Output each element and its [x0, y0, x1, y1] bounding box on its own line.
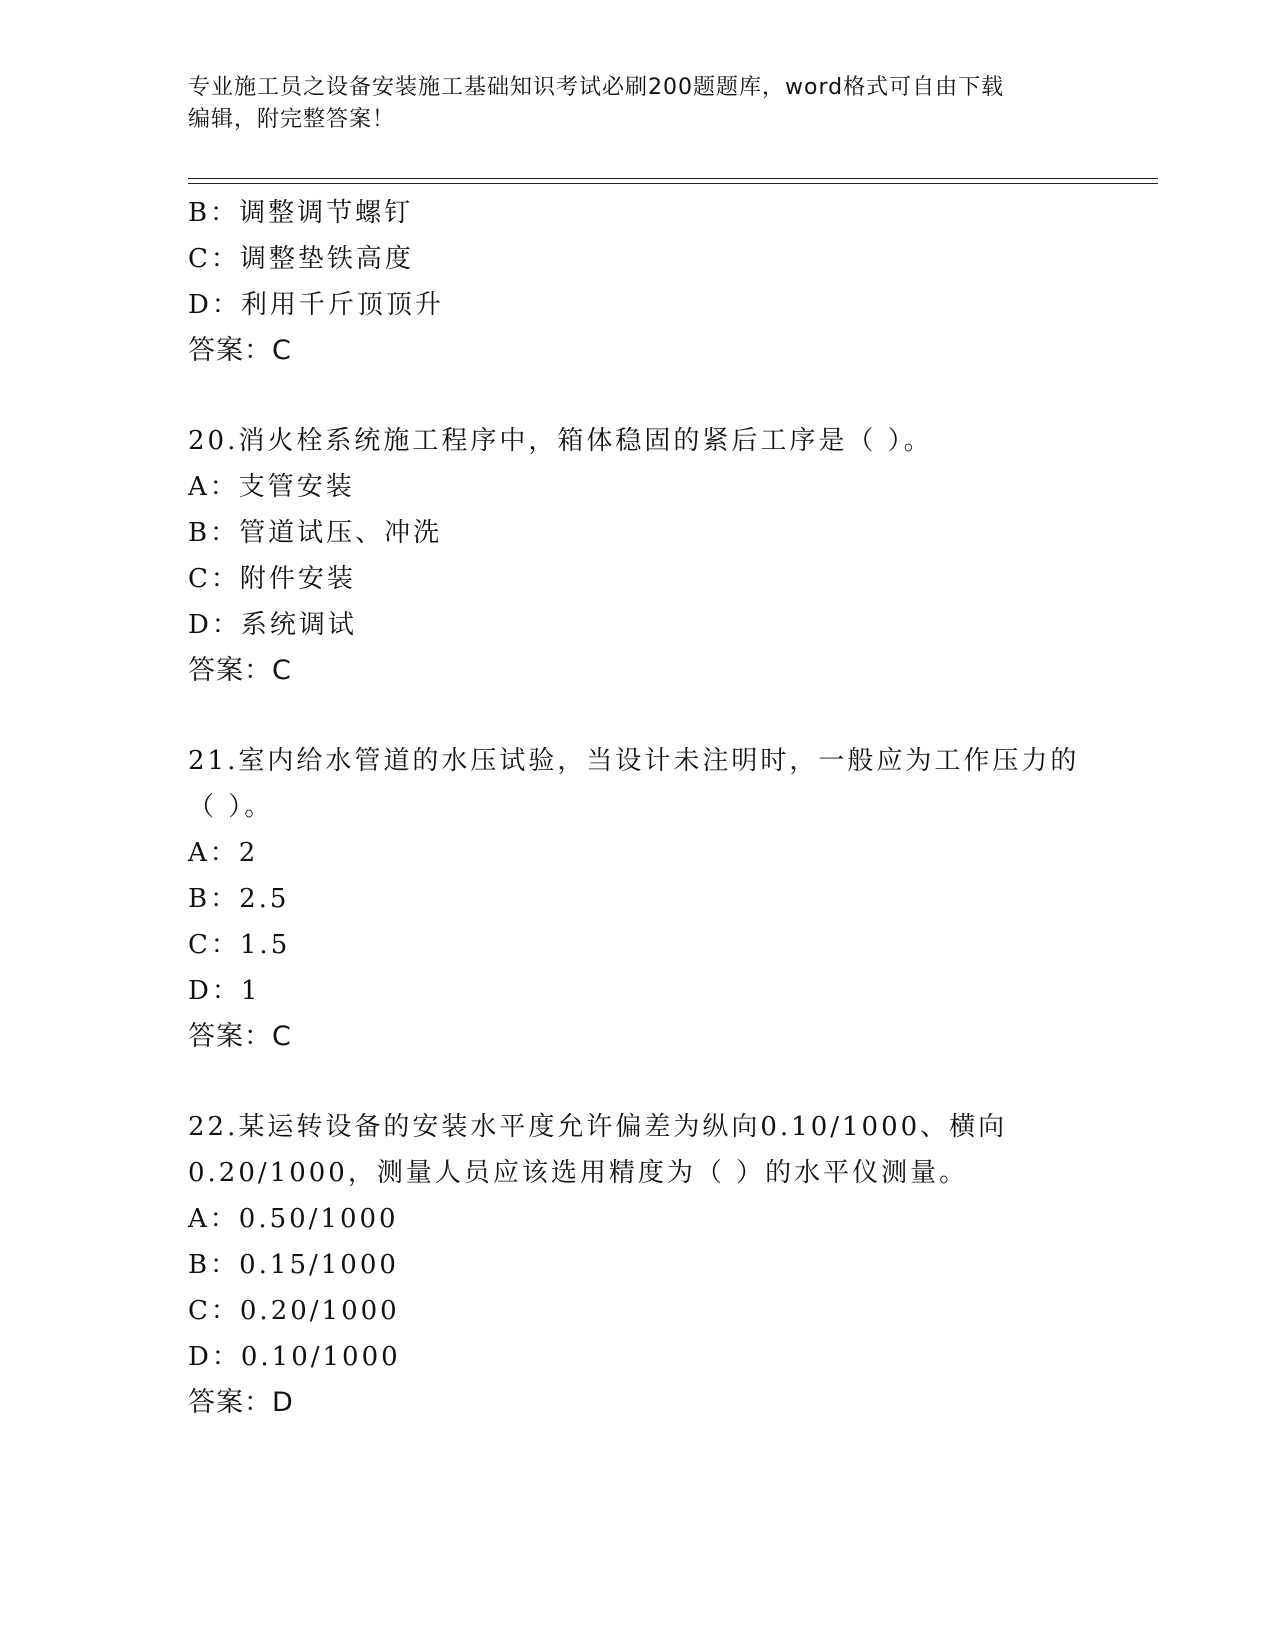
- question-text-line-2: 0.20/1000，测量人员应该选用精度为（ ）的水平仪测量。: [188, 1158, 969, 1188]
- header-title-line-2: 编辑，附完整答案！: [188, 107, 396, 132]
- question-21: [188, 738, 1088, 1060]
- document-header: [188, 72, 1088, 136]
- question-text: 20.消火栓系统施工程序中，箱体稳固的紧后工序是（ ）。: [188, 426, 933, 456]
- option-a: A：0.50/1000: [188, 1204, 399, 1234]
- option-d: D：1: [188, 976, 261, 1006]
- option-b: B：调整调节螺钉: [188, 198, 414, 228]
- question-22: [188, 1104, 1088, 1426]
- header-rule-top: [188, 178, 1158, 179]
- option-a: A：2: [188, 838, 259, 868]
- option-b: B：0.15/1000: [188, 1250, 399, 1280]
- option-d: D：0.10/1000: [188, 1342, 401, 1372]
- header-title-line-1: 专业施工员之设备安装施工基础知识考试必刷200题题库，word格式可自由下载: [188, 75, 1005, 100]
- option-c: C：0.20/1000: [188, 1296, 400, 1326]
- option-b: B：2.5: [188, 884, 290, 914]
- option-d: D：利用千斤顶顶升: [188, 290, 444, 320]
- question-text-line-1: 21.室内给水管道的水压试验，当设计未注明时，一般应为工作压力的: [188, 746, 1080, 776]
- question-20: [188, 418, 1088, 694]
- question-list: [188, 190, 1088, 1426]
- answer: 答案：C: [188, 1021, 292, 1052]
- header-rule-bottom: [188, 183, 1158, 184]
- answer: 答案：D: [188, 1387, 294, 1418]
- option-a: A：支管安装: [188, 472, 355, 502]
- question-19: [188, 190, 1088, 374]
- option-d: D：系统调试: [188, 610, 357, 640]
- option-c: C：附件安装: [188, 564, 356, 594]
- option-c: C：1.5: [188, 930, 291, 960]
- answer: 答案：C: [188, 655, 292, 686]
- option-c: C：调整垫铁高度: [188, 244, 414, 274]
- question-text-line-2: （ ）。: [188, 792, 274, 822]
- question-text-line-1: 22.某运转设备的安装水平度允许偏差为纵向0.10/1000、横向: [188, 1112, 1008, 1142]
- answer: 答案：C: [188, 335, 292, 366]
- option-b: B：管道试压、冲洗: [188, 518, 443, 548]
